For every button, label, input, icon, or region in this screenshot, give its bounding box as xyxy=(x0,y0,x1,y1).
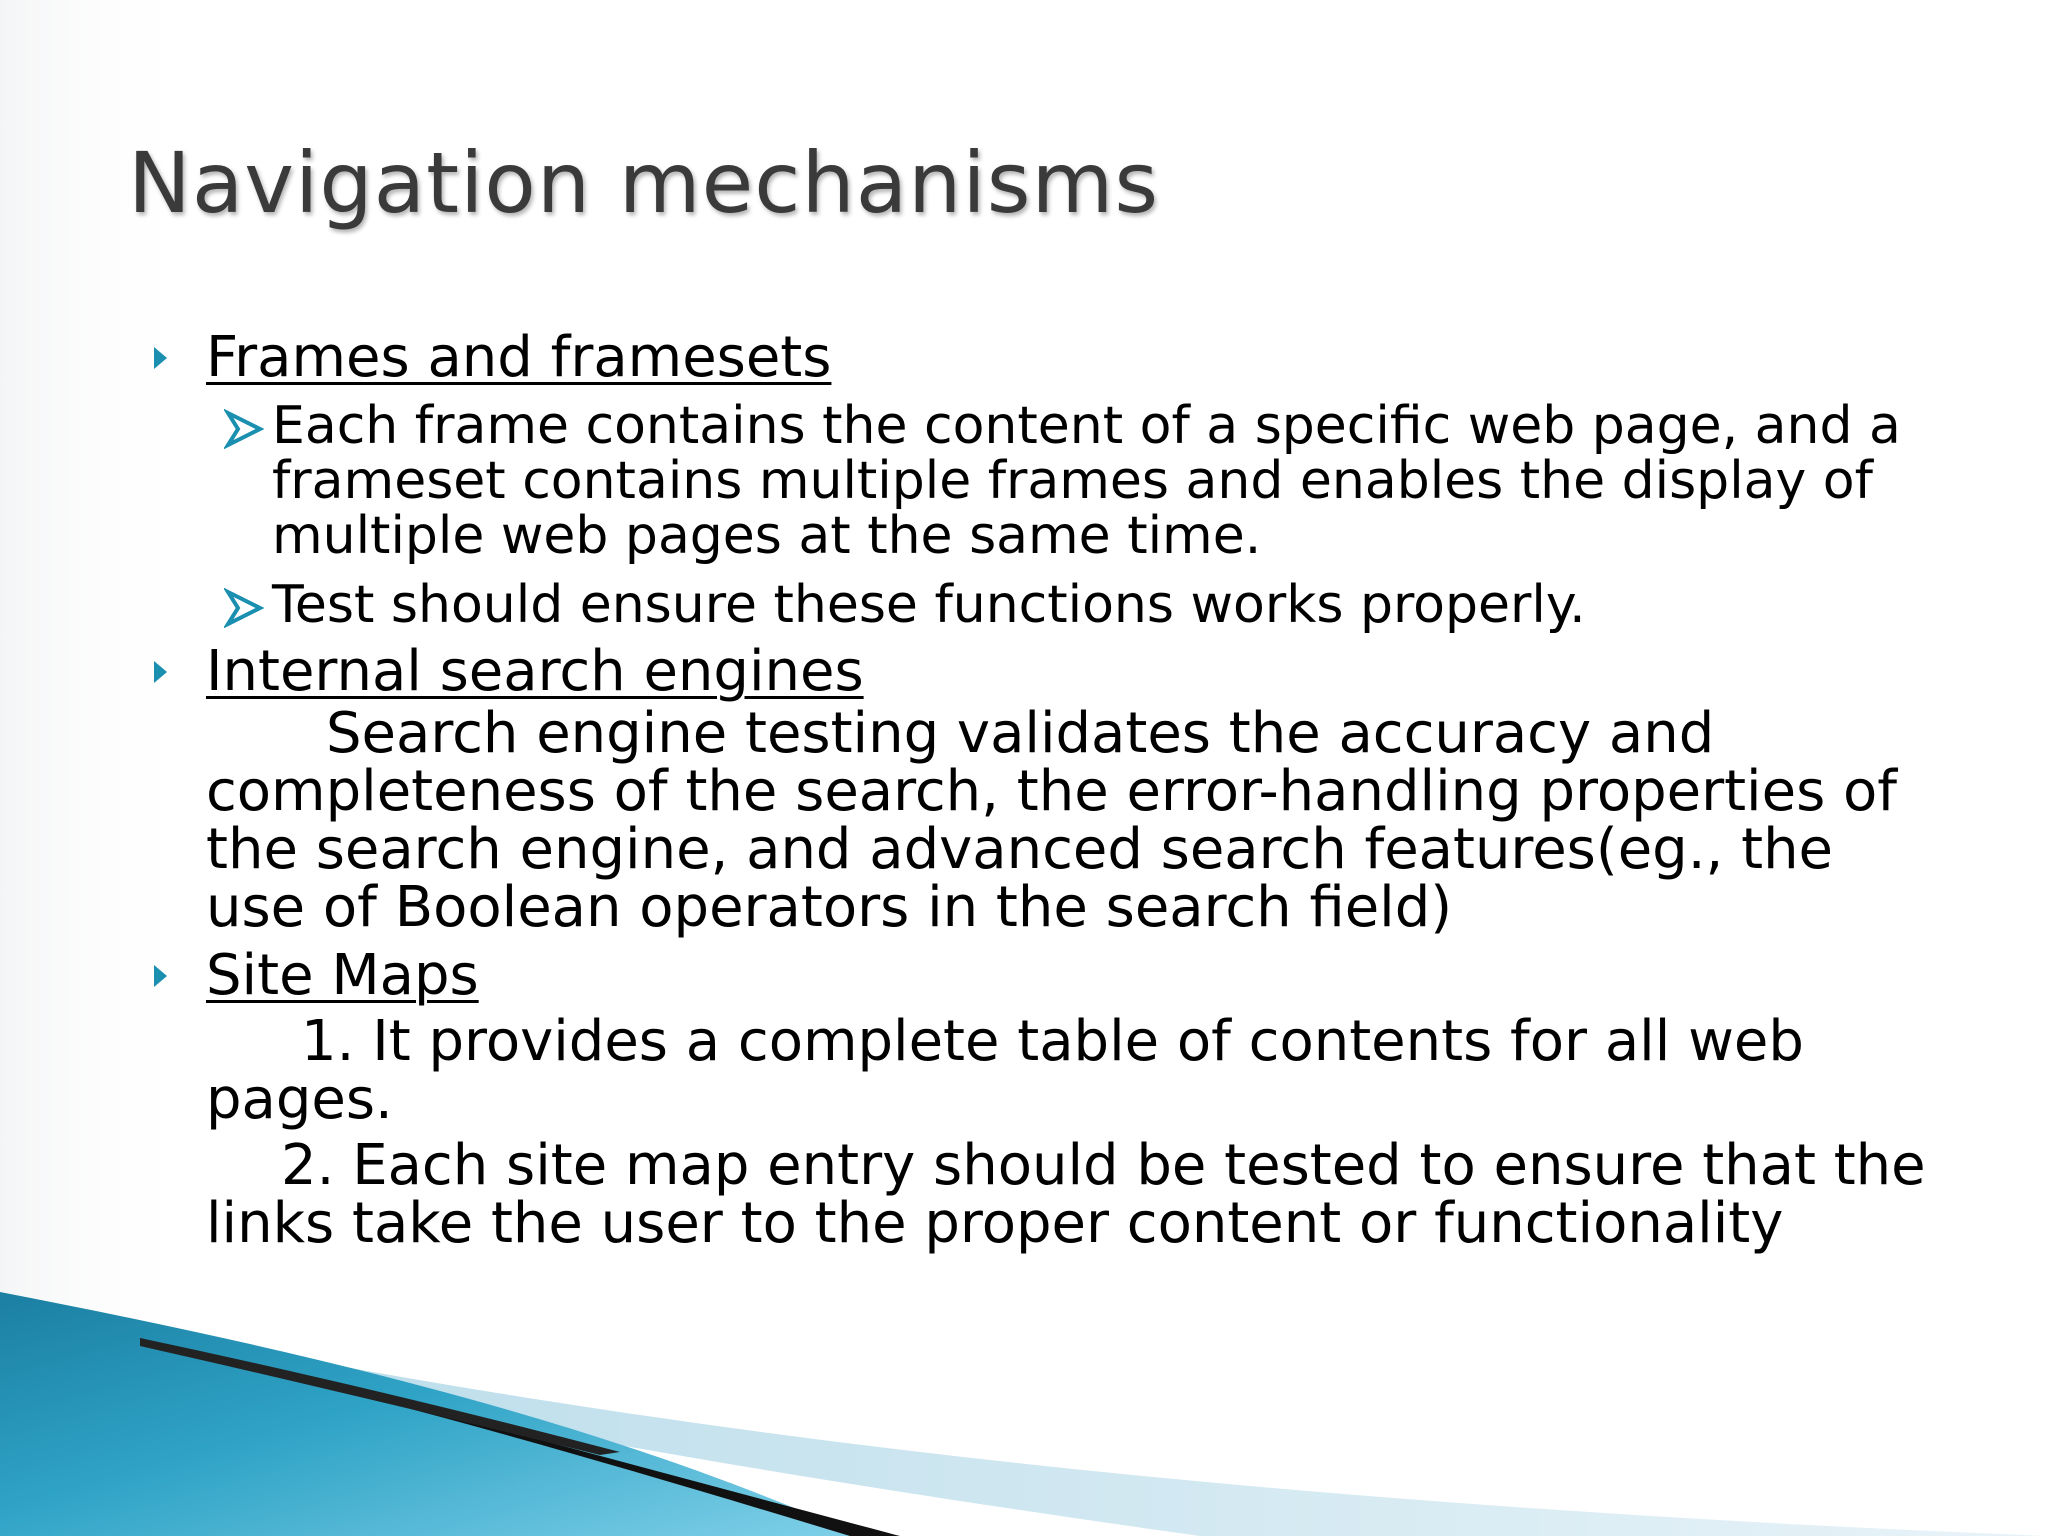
section-search-engines xyxy=(140,639,1940,940)
section-paragraph: 2. Each site map entry should be tested to ensure that the links take the user to the proper content or functionality xyxy=(206,1133,1926,1256)
triangle-right-icon xyxy=(154,661,167,683)
triangle-right-icon xyxy=(154,965,167,987)
sub-bullet-item xyxy=(214,396,1940,566)
section-heading: Frames and framesets xyxy=(206,325,832,390)
section-frames xyxy=(140,325,1940,633)
sub-bullet-item xyxy=(214,575,1940,635)
section-paragraph: Search engine testing validates the accuracy and completeness of the search, the error-handling properties of the search engine, and advanced search features(eg., the use of Boolean operators in the search field) xyxy=(206,701,1898,940)
slide-content xyxy=(140,325,1940,1256)
sub-bullet-text: Each frame contains the content of a specific web page, and a frameset contains multiple frames and enables the display of multiple web pages at the same time. xyxy=(272,396,1901,566)
section-heading: Internal search engines xyxy=(206,639,864,704)
arrowhead-right-icon xyxy=(224,588,264,628)
section-heading: Site Maps xyxy=(206,943,479,1008)
section-paragraph: 1. It provides a complete table of contents for all web pages. xyxy=(206,1009,1804,1132)
sub-bullet-text: Test should ensure these functions works properly. xyxy=(272,575,1586,635)
triangle-right-icon xyxy=(154,347,167,369)
slide-title: Navigation mechanisms xyxy=(128,134,1160,232)
section-site-maps xyxy=(140,943,1940,1256)
arrowhead-right-icon xyxy=(224,409,264,449)
